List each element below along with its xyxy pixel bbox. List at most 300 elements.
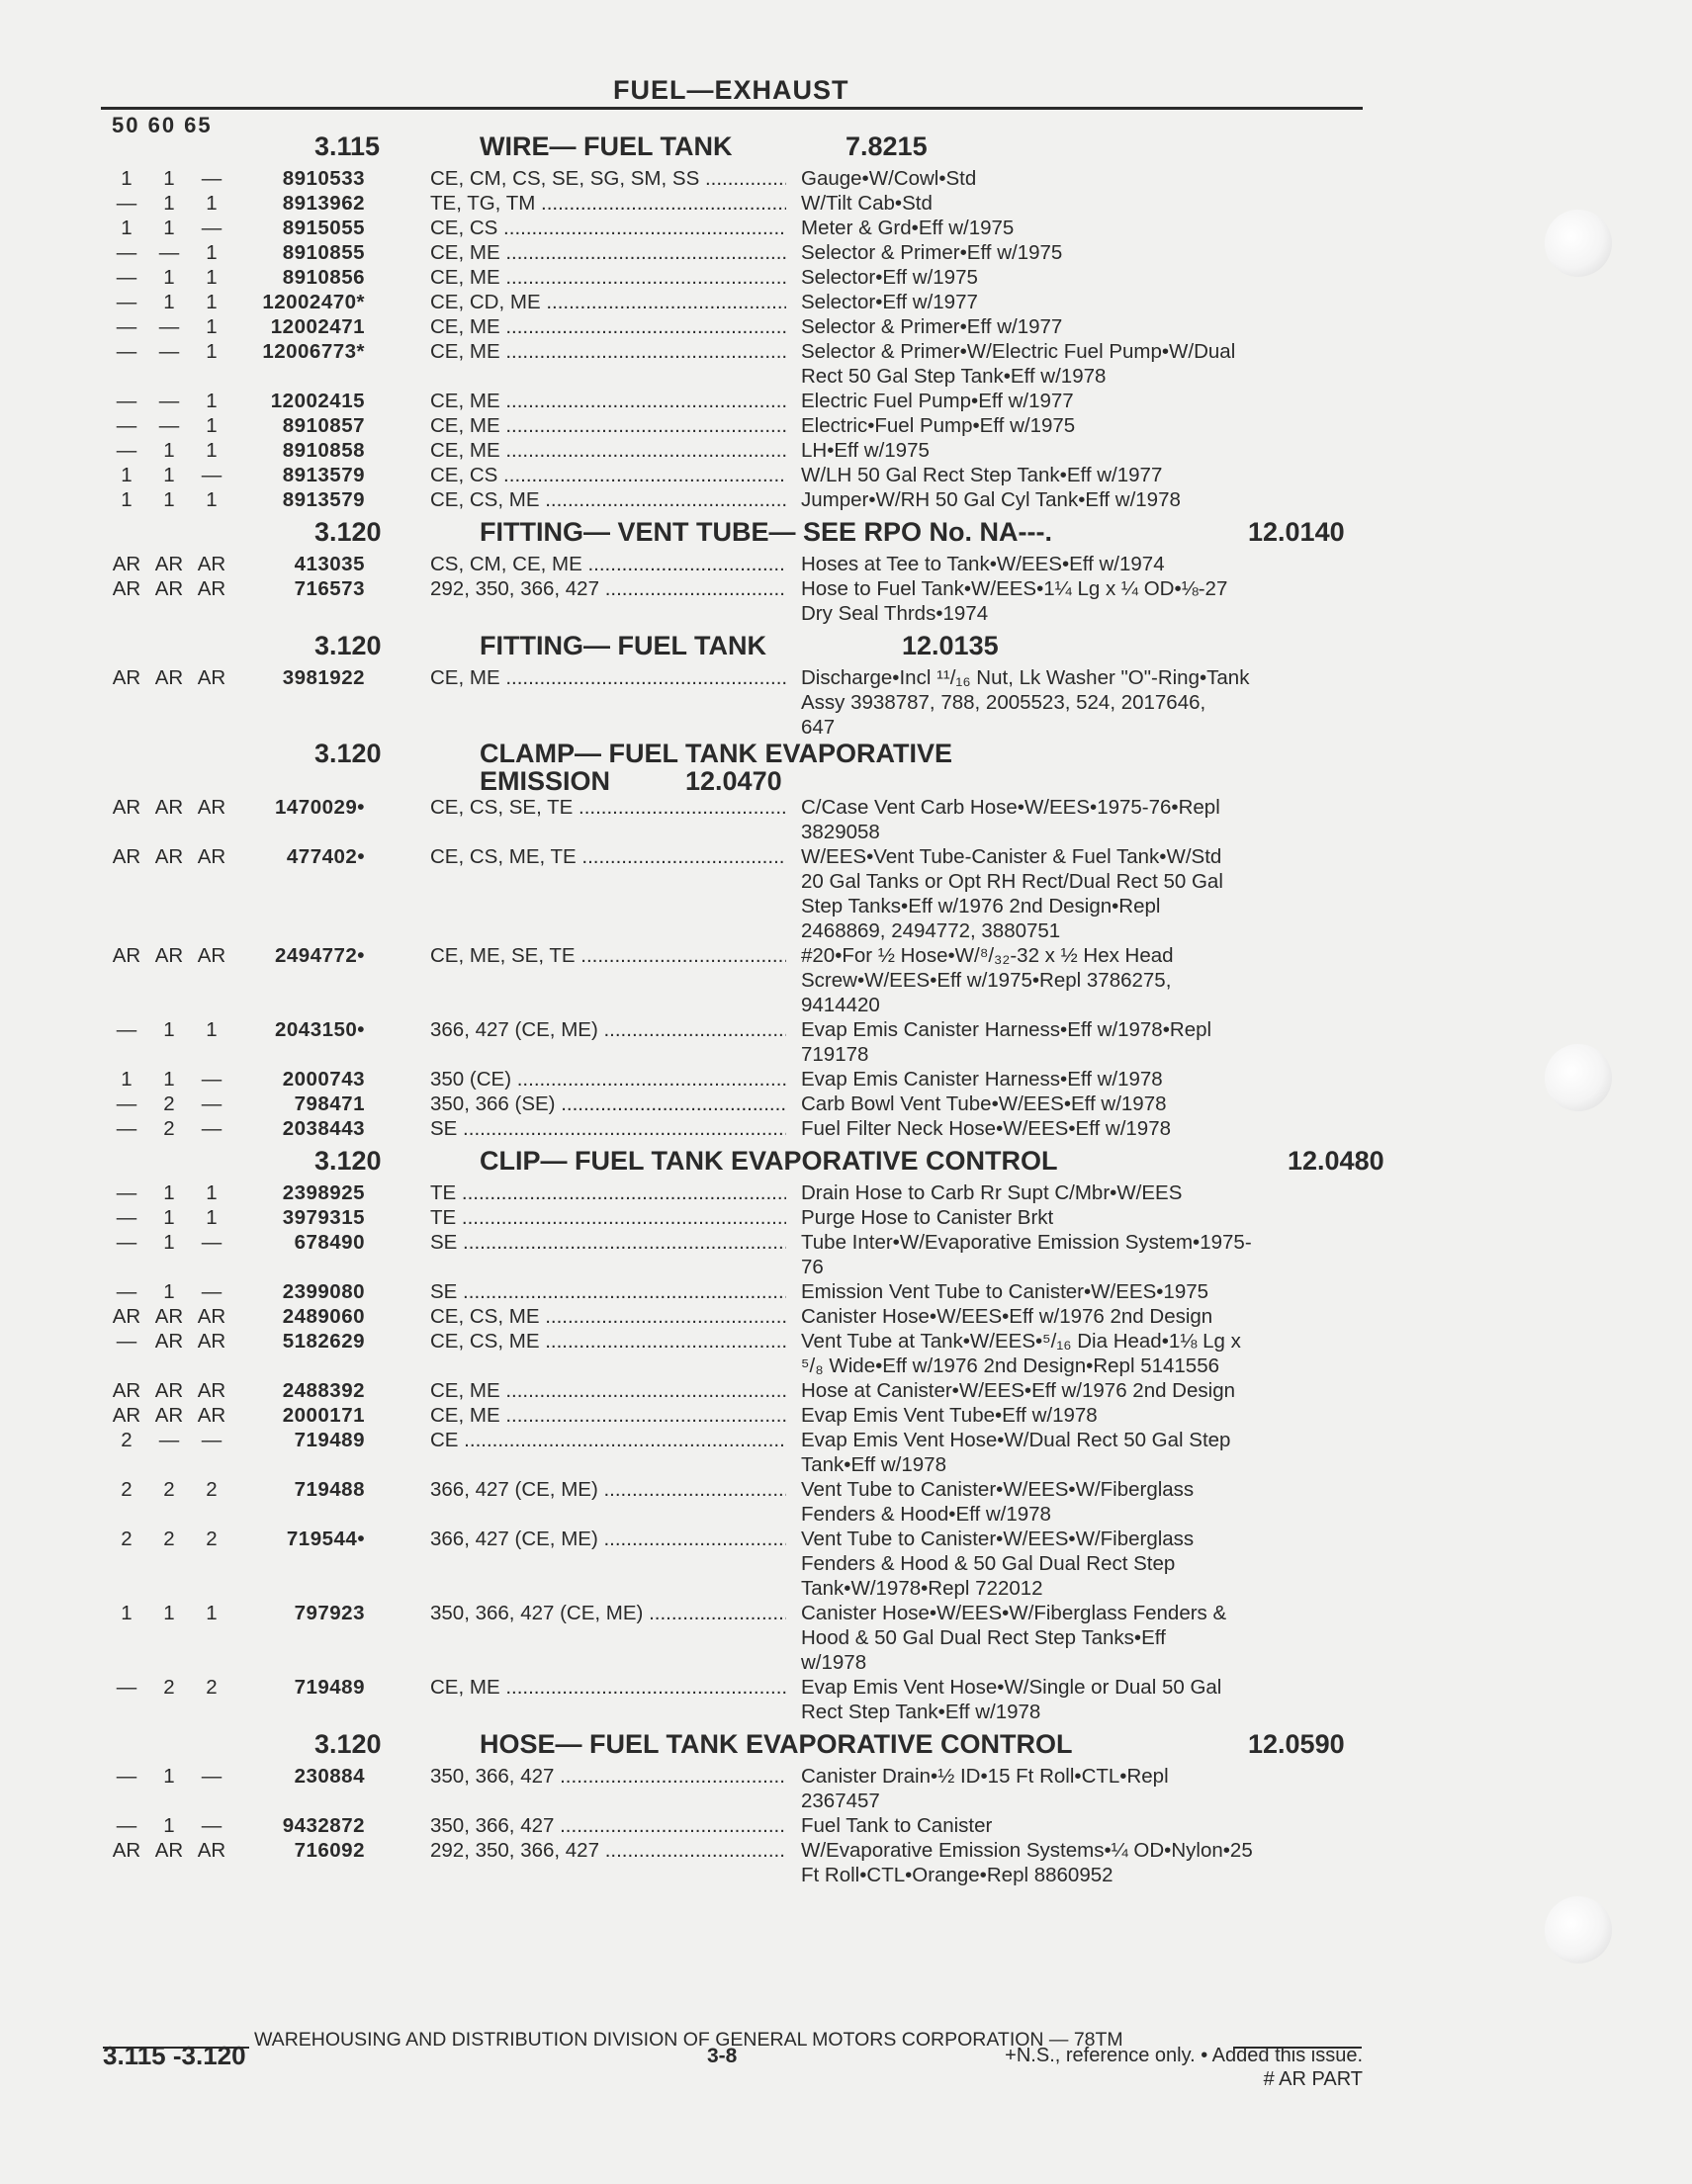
description-line: W/Evaporative Emission Systems•¼ OD•Nylon•25 xyxy=(801,1839,1253,1862)
part-number: 716573 xyxy=(294,577,365,600)
part-row xyxy=(0,1764,1692,1813)
parts-listing xyxy=(0,127,1692,1887)
year-quantity: — xyxy=(158,241,180,264)
model-applicability: CE, CS, ME ..... xyxy=(430,1304,786,1329)
part-number: 798471 xyxy=(294,1092,365,1115)
part-number: 719544• xyxy=(286,1528,365,1550)
year-quantity: 2 xyxy=(163,1117,175,1140)
description-line: Hood & 50 Gal Dual Rect Step Tanks•Eff xyxy=(801,1626,1166,1649)
part-description xyxy=(801,438,1376,463)
description-line: Tank•Eff w/1978 xyxy=(801,1453,946,1476)
year-quantity: 1 xyxy=(121,1602,133,1624)
year-quantity: AR xyxy=(112,845,141,868)
year-quantity: — xyxy=(201,1117,223,1140)
year-quantity: — xyxy=(116,1676,137,1699)
description-line: Fuel Tank to Canister xyxy=(801,1814,993,1837)
part-description xyxy=(801,1675,1376,1724)
year-quantity: 2 xyxy=(163,1478,175,1501)
year-quantity: 2 xyxy=(163,1528,175,1550)
model-applicability: CE, CS, ME, TE ..... xyxy=(430,844,786,869)
year-quantity: 1 xyxy=(121,488,133,511)
model-applicability: SE ..... xyxy=(430,1116,786,1141)
part-number: 797923 xyxy=(294,1602,365,1624)
description-line: Vent Tube to Canister•W/EES•W/Fiberglass xyxy=(801,1528,1195,1550)
year-quantity: — xyxy=(116,439,137,462)
model-applicability: TE, TG, TM ..... xyxy=(430,191,786,216)
part-row xyxy=(0,216,1692,240)
model-applicability: CE, ME ..... xyxy=(430,665,786,690)
year-quantity: 1 xyxy=(163,1068,175,1091)
description-line: Evap Emis Vent Hose•W/Single or Dual 50 Gal xyxy=(801,1676,1222,1699)
section-header xyxy=(0,626,1692,665)
part-row xyxy=(0,240,1692,265)
part-description xyxy=(801,1329,1376,1378)
year-quantity: AR xyxy=(197,1330,226,1353)
description-line: Rect Step Tank•Eff w/1978 xyxy=(801,1701,1041,1723)
year-quantity: — xyxy=(116,1018,137,1041)
description-line: Vent Tube to Canister•W/EES•W/Fiberglass xyxy=(801,1478,1195,1501)
part-row xyxy=(0,1279,1692,1304)
year-quantity: 1 xyxy=(163,217,175,239)
part-row xyxy=(0,1477,1692,1527)
part-number: 8913579 xyxy=(282,488,365,511)
part-description xyxy=(801,166,1376,191)
year-quantity: AR xyxy=(154,1330,184,1353)
description-line: Canister Drain•½ ID•15 Ft Roll•CTL•Repl xyxy=(801,1765,1169,1788)
model-applicability: 350, 366, 427 ..... xyxy=(430,1764,786,1789)
description-line: Canister Hose•W/EES•Eff w/1976 2nd Design xyxy=(801,1305,1213,1328)
part-number: 2043150• xyxy=(275,1018,365,1041)
year-quantity: — xyxy=(116,192,137,215)
part-number: 1470029• xyxy=(275,796,365,819)
section-header xyxy=(0,127,1692,166)
description-line: Carb Bowl Vent Tube•W/EES•Eff w/1978 xyxy=(801,1092,1167,1115)
part-number: 719488 xyxy=(294,1478,365,1501)
year-quantity: 1 xyxy=(163,1602,175,1624)
part-description xyxy=(801,552,1376,576)
description-line: Discharge•Incl ¹¹/₁₆ Nut, Lk Washer "O"-Ring•Tank xyxy=(801,666,1250,689)
part-description xyxy=(801,1527,1376,1601)
model-applicability: CE, ME ..... xyxy=(430,265,786,290)
description-line: Selector & Primer•Eff w/1977 xyxy=(801,315,1063,338)
part-row xyxy=(0,576,1692,626)
section-title: WIRE— FUEL TANK xyxy=(480,131,733,161)
year-quantity: 1 xyxy=(163,192,175,215)
part-number: 719489 xyxy=(294,1676,365,1699)
year-quantity: AR xyxy=(197,1839,226,1862)
description-line: Hose to Fuel Tank•W/EES•1¼ Lg x ¼ OD•⅛-27 xyxy=(801,577,1228,600)
year-quantity: — xyxy=(201,1429,223,1451)
description-line: Tube Inter•W/Evaporative Emission System•1975- xyxy=(801,1231,1252,1254)
part-row xyxy=(0,1403,1692,1428)
year-quantity: AR xyxy=(197,944,226,967)
year-quantity: 1 xyxy=(206,1206,218,1229)
description-line: Electric Fuel Pump•Eff w/1977 xyxy=(801,390,1074,412)
part-description xyxy=(801,576,1376,626)
part-number: 5182629 xyxy=(282,1330,365,1353)
description-line: Evap Emis Canister Harness•Eff w/1978•Repl xyxy=(801,1018,1212,1041)
description-line: 20 Gal Tanks or Opt RH Rect/Dual Rect 50 Gal xyxy=(801,870,1223,893)
description-line: W/Tilt Cab•Std xyxy=(801,192,933,215)
part-number: 716092 xyxy=(294,1839,365,1862)
year-quantity: — xyxy=(158,390,180,412)
description-line: 719178 xyxy=(801,1043,869,1066)
year-quantity: — xyxy=(116,266,137,289)
section-header xyxy=(0,740,1692,795)
part-description xyxy=(801,1205,1376,1230)
part-number: 8910856 xyxy=(282,266,365,289)
part-row xyxy=(0,1838,1692,1887)
model-applicability: CE, ME ..... xyxy=(430,413,786,438)
description-line: Evap Emis Canister Harness•Eff w/1978 xyxy=(801,1068,1163,1091)
model-applicability: CE, ME ..... xyxy=(430,240,786,265)
year-quantity: 2 xyxy=(206,1478,218,1501)
part-row xyxy=(0,339,1692,389)
description-line: Tank•W/1978•Repl 722012 xyxy=(801,1577,1043,1600)
description-line: #20•For ½ Hose•W/⁸/₃₂-32 x ½ Hex Head xyxy=(801,944,1174,967)
punch-hole-bottom xyxy=(1545,1896,1612,1964)
year-quantity: AR xyxy=(197,1305,226,1328)
description-line: Selector•Eff w/1977 xyxy=(801,291,978,313)
year-quantity: 2 xyxy=(163,1092,175,1115)
model-applicability: TE ..... xyxy=(430,1205,786,1230)
part-number: 12006773* xyxy=(262,340,365,363)
model-applicability: CE, CM, CS, SE, SG, SM, SS ..... xyxy=(430,166,786,191)
model-applicability: CE, ME ..... xyxy=(430,1675,786,1700)
part-row xyxy=(0,1304,1692,1329)
description-line: 3829058 xyxy=(801,821,880,843)
year-quantity: 1 xyxy=(206,439,218,462)
model-applicability: 366, 427 (CE, ME) ..... xyxy=(430,1017,786,1042)
year-quantity: AR xyxy=(197,666,226,689)
part-row xyxy=(0,1067,1692,1092)
section-title: HOSE— FUEL TANK EVAPORATIVE CONTROL xyxy=(480,1729,1073,1759)
part-row xyxy=(0,1180,1692,1205)
model-applicability: 350, 366, 427 ..... xyxy=(430,1813,786,1838)
description-line: 76 xyxy=(801,1256,824,1278)
description-line: C/Case Vent Carb Hose•W/EES•1975-76•Repl xyxy=(801,796,1220,819)
year-quantity: — xyxy=(201,1231,223,1254)
section-group-number: 3.115 xyxy=(314,131,381,161)
year-quantity: AR xyxy=(197,553,226,575)
model-applicability: CE, ME ..... xyxy=(430,438,786,463)
year-quantity: — xyxy=(158,1429,180,1451)
part-number: 2038443 xyxy=(282,1117,365,1140)
year-quantity: — xyxy=(116,1814,137,1837)
year-quantity: AR xyxy=(112,1839,141,1862)
part-row xyxy=(0,1378,1692,1403)
part-row xyxy=(0,1601,1692,1675)
year-quantity: 1 xyxy=(206,241,218,264)
part-number: 2399080 xyxy=(282,1280,365,1303)
part-row xyxy=(0,1092,1692,1116)
part-row xyxy=(0,290,1692,314)
part-row xyxy=(0,487,1692,512)
year-quantity: 2 xyxy=(121,1429,133,1451)
footer-division: WAREHOUSING AND DISTRIBUTION DIVISION OF GENERAL MOTORS CORPORATION — 78TM xyxy=(254,2029,1123,2051)
part-row xyxy=(0,314,1692,339)
year-quantity: 1 xyxy=(206,340,218,363)
year-quantity: 1 xyxy=(206,488,218,511)
part-number: 9432872 xyxy=(282,1814,365,1837)
model-applicability: CE, CS, ME ..... xyxy=(430,487,786,512)
part-description xyxy=(801,265,1376,290)
part-description xyxy=(801,1180,1376,1205)
model-applicability: CE, ME ..... xyxy=(430,389,786,413)
section-header xyxy=(0,512,1692,552)
year-quantity: AR xyxy=(112,666,141,689)
part-row xyxy=(0,665,1692,740)
year-quantity: — xyxy=(158,315,180,338)
description-line: 2367457 xyxy=(801,1790,880,1812)
year-quantity: — xyxy=(116,1092,137,1115)
description-line: Dry Seal Thrds•1974 xyxy=(801,602,989,625)
part-description xyxy=(801,1477,1376,1527)
part-row xyxy=(0,1205,1692,1230)
year-quantity: — xyxy=(201,217,223,239)
part-description xyxy=(801,216,1376,240)
model-applicability: SE ..... xyxy=(430,1230,786,1255)
part-number: 2000171 xyxy=(282,1404,365,1427)
year-quantity: 1 xyxy=(163,1231,175,1254)
footer-range: 3.115 -3.120 xyxy=(103,2041,246,2070)
model-applicability: 366, 427 (CE, ME) ..... xyxy=(430,1527,786,1551)
year-quantity: AR xyxy=(154,553,184,575)
section-code: 12.0140 xyxy=(1248,517,1345,547)
description-line: W/LH 50 Gal Rect Step Tank•Eff w/1977 xyxy=(801,464,1163,486)
part-row xyxy=(0,943,1692,1017)
year-quantity: AR xyxy=(112,1404,141,1427)
section-code: 12.0470 xyxy=(685,766,782,796)
part-description xyxy=(801,1378,1376,1403)
year-quantity: 1 xyxy=(163,1280,175,1303)
part-description xyxy=(801,1838,1376,1887)
year-quantity: 1 xyxy=(121,217,133,239)
model-applicability: CE ..... xyxy=(430,1428,786,1452)
year-quantity: AR xyxy=(197,577,226,600)
part-number: 2494772• xyxy=(275,944,365,967)
title-rule xyxy=(101,107,1363,110)
description-line: Fuel Filter Neck Hose•W/EES•Eff w/1978 xyxy=(801,1117,1171,1140)
year-quantity: 1 xyxy=(206,414,218,437)
year-quantity: 1 xyxy=(206,315,218,338)
year-quantity: — xyxy=(116,414,137,437)
model-applicability: CE, ME ..... xyxy=(430,314,786,339)
footer-page-number: 3-8 xyxy=(707,2045,738,2067)
year-quantity: AR xyxy=(197,796,226,819)
footer-note: +N.S., reference only. • Added this issue. xyxy=(1005,2045,1363,2066)
description-line: Canister Hose•W/EES•W/Fiberglass Fenders & xyxy=(801,1602,1227,1624)
year-quantity: AR xyxy=(154,577,184,600)
year-quantity: — xyxy=(201,167,223,190)
part-row xyxy=(0,389,1692,413)
part-number: 477402• xyxy=(286,845,365,868)
year-quantity: — xyxy=(201,1814,223,1837)
model-applicability: CE, ME, SE, TE ..... xyxy=(430,943,786,968)
description-line: Hoses at Tee to Tank•W/EES•Eff w/1974 xyxy=(801,553,1165,575)
description-line: 9414420 xyxy=(801,994,880,1016)
part-row xyxy=(0,1230,1692,1279)
year-quantity: AR xyxy=(112,944,141,967)
part-number: 230884 xyxy=(294,1765,365,1788)
year-quantity: 1 xyxy=(206,1018,218,1041)
part-number: 2488392 xyxy=(282,1379,365,1402)
section-header xyxy=(0,1141,1692,1180)
part-number: 8915055 xyxy=(282,217,365,239)
description-line: Evap Emis Vent Hose•W/Dual Rect 50 Gal Step xyxy=(801,1429,1231,1451)
description-line: Step Tanks•Eff w/1976 2nd Design•Repl xyxy=(801,895,1161,917)
year-quantity: 1 xyxy=(206,390,218,412)
part-number: 8910533 xyxy=(282,167,365,190)
year-quantity: 2 xyxy=(206,1528,218,1550)
year-quantity: — xyxy=(116,1330,137,1353)
model-applicability: 350, 366, 427 (CE, ME) ..... xyxy=(430,1601,786,1625)
year-quantity: 1 xyxy=(206,1602,218,1624)
part-row xyxy=(0,413,1692,438)
part-description xyxy=(801,1092,1376,1116)
description-line: Evap Emis Vent Tube•Eff w/1978 xyxy=(801,1404,1098,1427)
year-quantity: 1 xyxy=(206,192,218,215)
section-header xyxy=(0,1724,1692,1764)
year-quantity: — xyxy=(116,291,137,313)
part-description xyxy=(801,844,1376,943)
year-quantity: — xyxy=(116,241,137,264)
part-description xyxy=(801,463,1376,487)
description-line: Screw•W/EES•Eff w/1975•Repl 3786275, xyxy=(801,969,1172,992)
part-number: 2489060 xyxy=(282,1305,365,1328)
year-quantity: AR xyxy=(197,845,226,868)
year-quantity: 2 xyxy=(121,1478,133,1501)
part-number: 12002471 xyxy=(270,315,365,338)
year-quantity: 1 xyxy=(163,167,175,190)
year-quantity: 1 xyxy=(121,167,133,190)
description-line: Assy 3938787, 788, 2005523, 524, 2017646, xyxy=(801,691,1206,714)
part-description xyxy=(801,1403,1376,1428)
part-description xyxy=(801,1813,1376,1838)
part-description xyxy=(801,1017,1376,1067)
description-line: 647 xyxy=(801,716,836,739)
description-line: 2468869, 2494772, 3880751 xyxy=(801,919,1061,942)
description-line: Drain Hose to Carb Rr Supt C/Mbr•W/EES xyxy=(801,1181,1183,1204)
year-quantity: 2 xyxy=(206,1676,218,1699)
part-row xyxy=(0,552,1692,576)
part-number: 8910857 xyxy=(282,414,365,437)
part-description xyxy=(801,1428,1376,1477)
year-quantity: — xyxy=(116,315,137,338)
year-quantity: — xyxy=(158,340,180,363)
year-quantity: AR xyxy=(154,1404,184,1427)
year-quantity: 1 xyxy=(206,291,218,313)
model-applicability: CE, ME ..... xyxy=(430,1403,786,1428)
model-applicability: 292, 350, 366, 427 ..... xyxy=(430,576,786,601)
year-quantity: — xyxy=(201,1280,223,1303)
section-code: 12.0135 xyxy=(902,631,999,660)
part-description xyxy=(801,339,1376,389)
description-line: Meter & Grd•Eff w/1975 xyxy=(801,217,1015,239)
section-group-number: 3.120 xyxy=(314,739,382,768)
section-title: FITTING— VENT TUBE— SEE RPO No. NA---. xyxy=(480,517,1052,547)
year-quantity: AR xyxy=(112,1305,141,1328)
model-applicability: CE, CD, ME ..... xyxy=(430,290,786,314)
part-description xyxy=(801,1116,1376,1141)
description-line: Ft Roll•CTL•Orange•Repl 8860952 xyxy=(801,1864,1113,1886)
part-description xyxy=(801,487,1376,512)
year-quantity: AR xyxy=(154,944,184,967)
year-quantity: 1 xyxy=(121,464,133,486)
year-quantity: AR xyxy=(112,553,141,575)
model-applicability: 292, 350, 366, 427 ..... xyxy=(430,1838,786,1863)
description-line: Selector•Eff w/1975 xyxy=(801,266,978,289)
model-applicability: CE, CS, SE, TE ..... xyxy=(430,795,786,820)
description-line: Emission Vent Tube to Canister•W/EES•1975 xyxy=(801,1280,1209,1303)
year-quantity: 1 xyxy=(163,439,175,462)
part-description xyxy=(801,665,1376,740)
year-quantity: — xyxy=(116,1765,137,1788)
year-quantity: — xyxy=(201,1765,223,1788)
description-line: Rect 50 Gal Step Tank•Eff w/1978 xyxy=(801,365,1107,388)
description-line: W/EES•Vent Tube-Canister & Fuel Tank•W/Std xyxy=(801,845,1222,868)
year-quantity: — xyxy=(116,1280,137,1303)
part-number: 8913579 xyxy=(282,464,365,486)
part-number: 12002470* xyxy=(262,291,365,313)
part-number: 3979315 xyxy=(282,1206,365,1229)
year-quantity: — xyxy=(116,340,137,363)
model-applicability: 366, 427 (CE, ME) ..... xyxy=(430,1477,786,1502)
part-description xyxy=(801,389,1376,413)
part-description xyxy=(801,1601,1376,1675)
year-quantity: — xyxy=(201,1068,223,1091)
description-line: Selector & Primer•Eff w/1975 xyxy=(801,241,1063,264)
description-line: Hose at Canister•W/EES•Eff w/1976 2nd Design xyxy=(801,1379,1235,1402)
part-row xyxy=(0,1675,1692,1724)
year-quantity: AR xyxy=(197,1379,226,1402)
part-row xyxy=(0,1527,1692,1601)
year-quantity: — xyxy=(116,390,137,412)
part-description xyxy=(801,943,1376,1017)
description-line: Fenders & Hood & 50 Gal Dual Rect Step xyxy=(801,1552,1176,1575)
model-applicability: CE, CS ..... xyxy=(430,216,786,240)
part-number: 8910855 xyxy=(282,241,365,264)
part-description xyxy=(801,1067,1376,1092)
description-line: Electric•Fuel Pump•Eff w/1975 xyxy=(801,414,1076,437)
year-quantity: AR xyxy=(154,666,184,689)
year-quantity: — xyxy=(116,1117,137,1140)
year-quantity: AR xyxy=(112,577,141,600)
part-number: 678490 xyxy=(294,1231,365,1254)
part-row xyxy=(0,1329,1692,1378)
part-row xyxy=(0,438,1692,463)
year-quantity: AR xyxy=(154,845,184,868)
year-quantity: AR xyxy=(112,1379,141,1402)
part-description xyxy=(801,1304,1376,1329)
part-description xyxy=(801,191,1376,216)
description-line: ⁵/₈ Wide•Eff w/1976 2nd Design•Repl 5141556 xyxy=(801,1354,1220,1377)
part-description xyxy=(801,1279,1376,1304)
description-line: Jumper•W/RH 50 Gal Cyl Tank•Eff w/1978 xyxy=(801,488,1181,511)
section-code: 7.8215 xyxy=(846,131,928,161)
model-applicability: CE, ME ..... xyxy=(430,1378,786,1403)
year-quantity: — xyxy=(201,464,223,486)
part-description xyxy=(801,1230,1376,1279)
model-applicability: CS, CM, CE, ME ..... xyxy=(430,552,786,576)
year-quantity: 1 xyxy=(163,464,175,486)
part-row xyxy=(0,1428,1692,1477)
description-line: Purge Hose to Canister Brkt xyxy=(801,1206,1054,1229)
section-group-number: 3.120 xyxy=(314,631,382,660)
description-line: Selector & Primer•W/Electric Fuel Pump•W/Dual xyxy=(801,340,1236,363)
year-quantity: — xyxy=(201,1092,223,1115)
section-title: CLIP— FUEL TANK EVAPORATIVE CONTROL xyxy=(480,1146,1058,1176)
